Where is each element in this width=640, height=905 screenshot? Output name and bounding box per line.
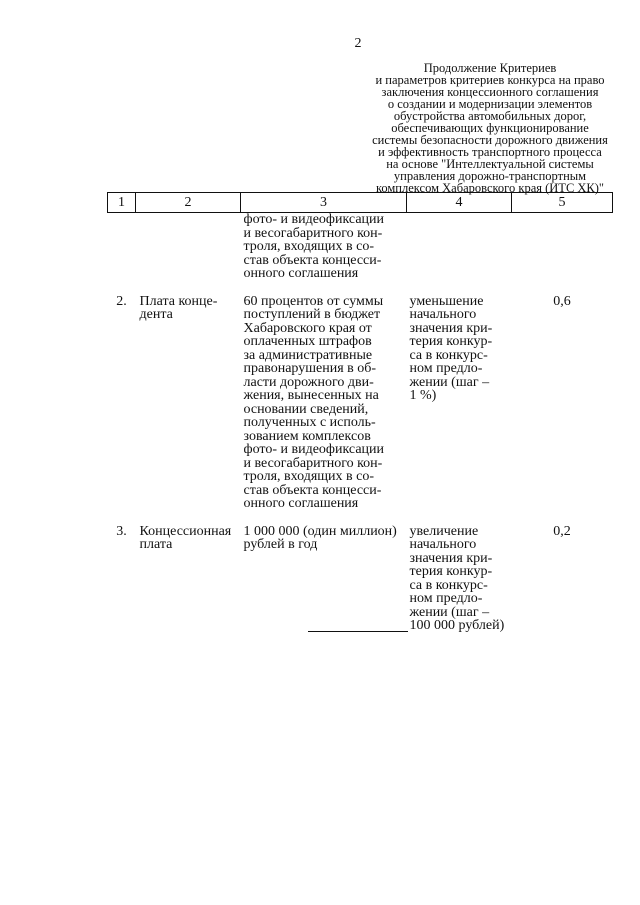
header-line: системы безопасности дорожного движения: [372, 133, 608, 147]
document-header: [362, 62, 618, 194]
criterion-name: Плата конце- дента: [139, 293, 218, 322]
column-header-5: 5: [512, 193, 613, 213]
header-line: управления дорожно-транспортным: [393, 169, 587, 183]
criterion-description: 1 000 000 (один миллион) рублей в год: [243, 523, 397, 552]
column-header-4: 4: [407, 193, 512, 213]
header-line: и параметров критериев конкурса на право: [375, 73, 605, 87]
row-number: 3.: [116, 523, 127, 539]
criterion-name: Концессионная плата: [139, 523, 232, 552]
evaluation-condition: уменьшение начального значения кри- терия конкур- са в конкурс- ном предло- жении (шаг – 1 %): [409, 293, 493, 403]
column-header-2: 2: [136, 193, 241, 213]
criterion-description: фото- и видеофиксации и весогабаритного кон- троля, входящих в со- став объекта концесси- онного соглашения: [243, 212, 385, 281]
header-line: заключения концессионного соглашения: [381, 85, 599, 99]
table-row: [108, 281, 613, 511]
header-line: комплексом Хабаровского края (ИТС ХК)": [375, 181, 605, 195]
criteria-table: [107, 192, 613, 633]
header-line: обеспечивающих функционирование: [391, 121, 589, 135]
header-line: и эффективность транспортного процесса: [378, 145, 602, 159]
header-line: на основе "Интеллектуальной системы: [386, 157, 594, 171]
end-of-document-line: [308, 631, 408, 632]
table-row: [108, 511, 613, 633]
header-line: Продолжение Критериев: [423, 61, 557, 75]
weight-coefficient: 0,6: [553, 293, 571, 309]
header-line: о создании и модернизации элементов: [387, 97, 593, 111]
header-line: обустройства автомобильных дорог,: [393, 109, 587, 123]
page-number: 2: [354, 36, 362, 51]
table-row-continuation: [108, 213, 613, 281]
row-number: 2.: [116, 293, 127, 309]
evaluation-condition: увеличение начального значения кри- терия конкур- са в конкурс- ном предло- жении (шаг – 100 000 рублей): [409, 523, 505, 633]
weight-coefficient: 0,2: [553, 523, 571, 539]
column-header-3: 3: [241, 193, 407, 213]
column-number-row: [108, 193, 613, 213]
criterion-description: 60 процентов от суммы поступлений в бюджет Хабаровского края от оплаченных штрафов за административные правонарушения в об- ласти дорожного дви- жения, вынесенных на основании сведений, полученных с исполь- зованием комплексов фото- и видеофиксации и весогабаритного кон- троля, входящих в со- став объекта концесси- онного соглашения: [243, 293, 385, 511]
column-header-1: 1: [108, 193, 136, 213]
